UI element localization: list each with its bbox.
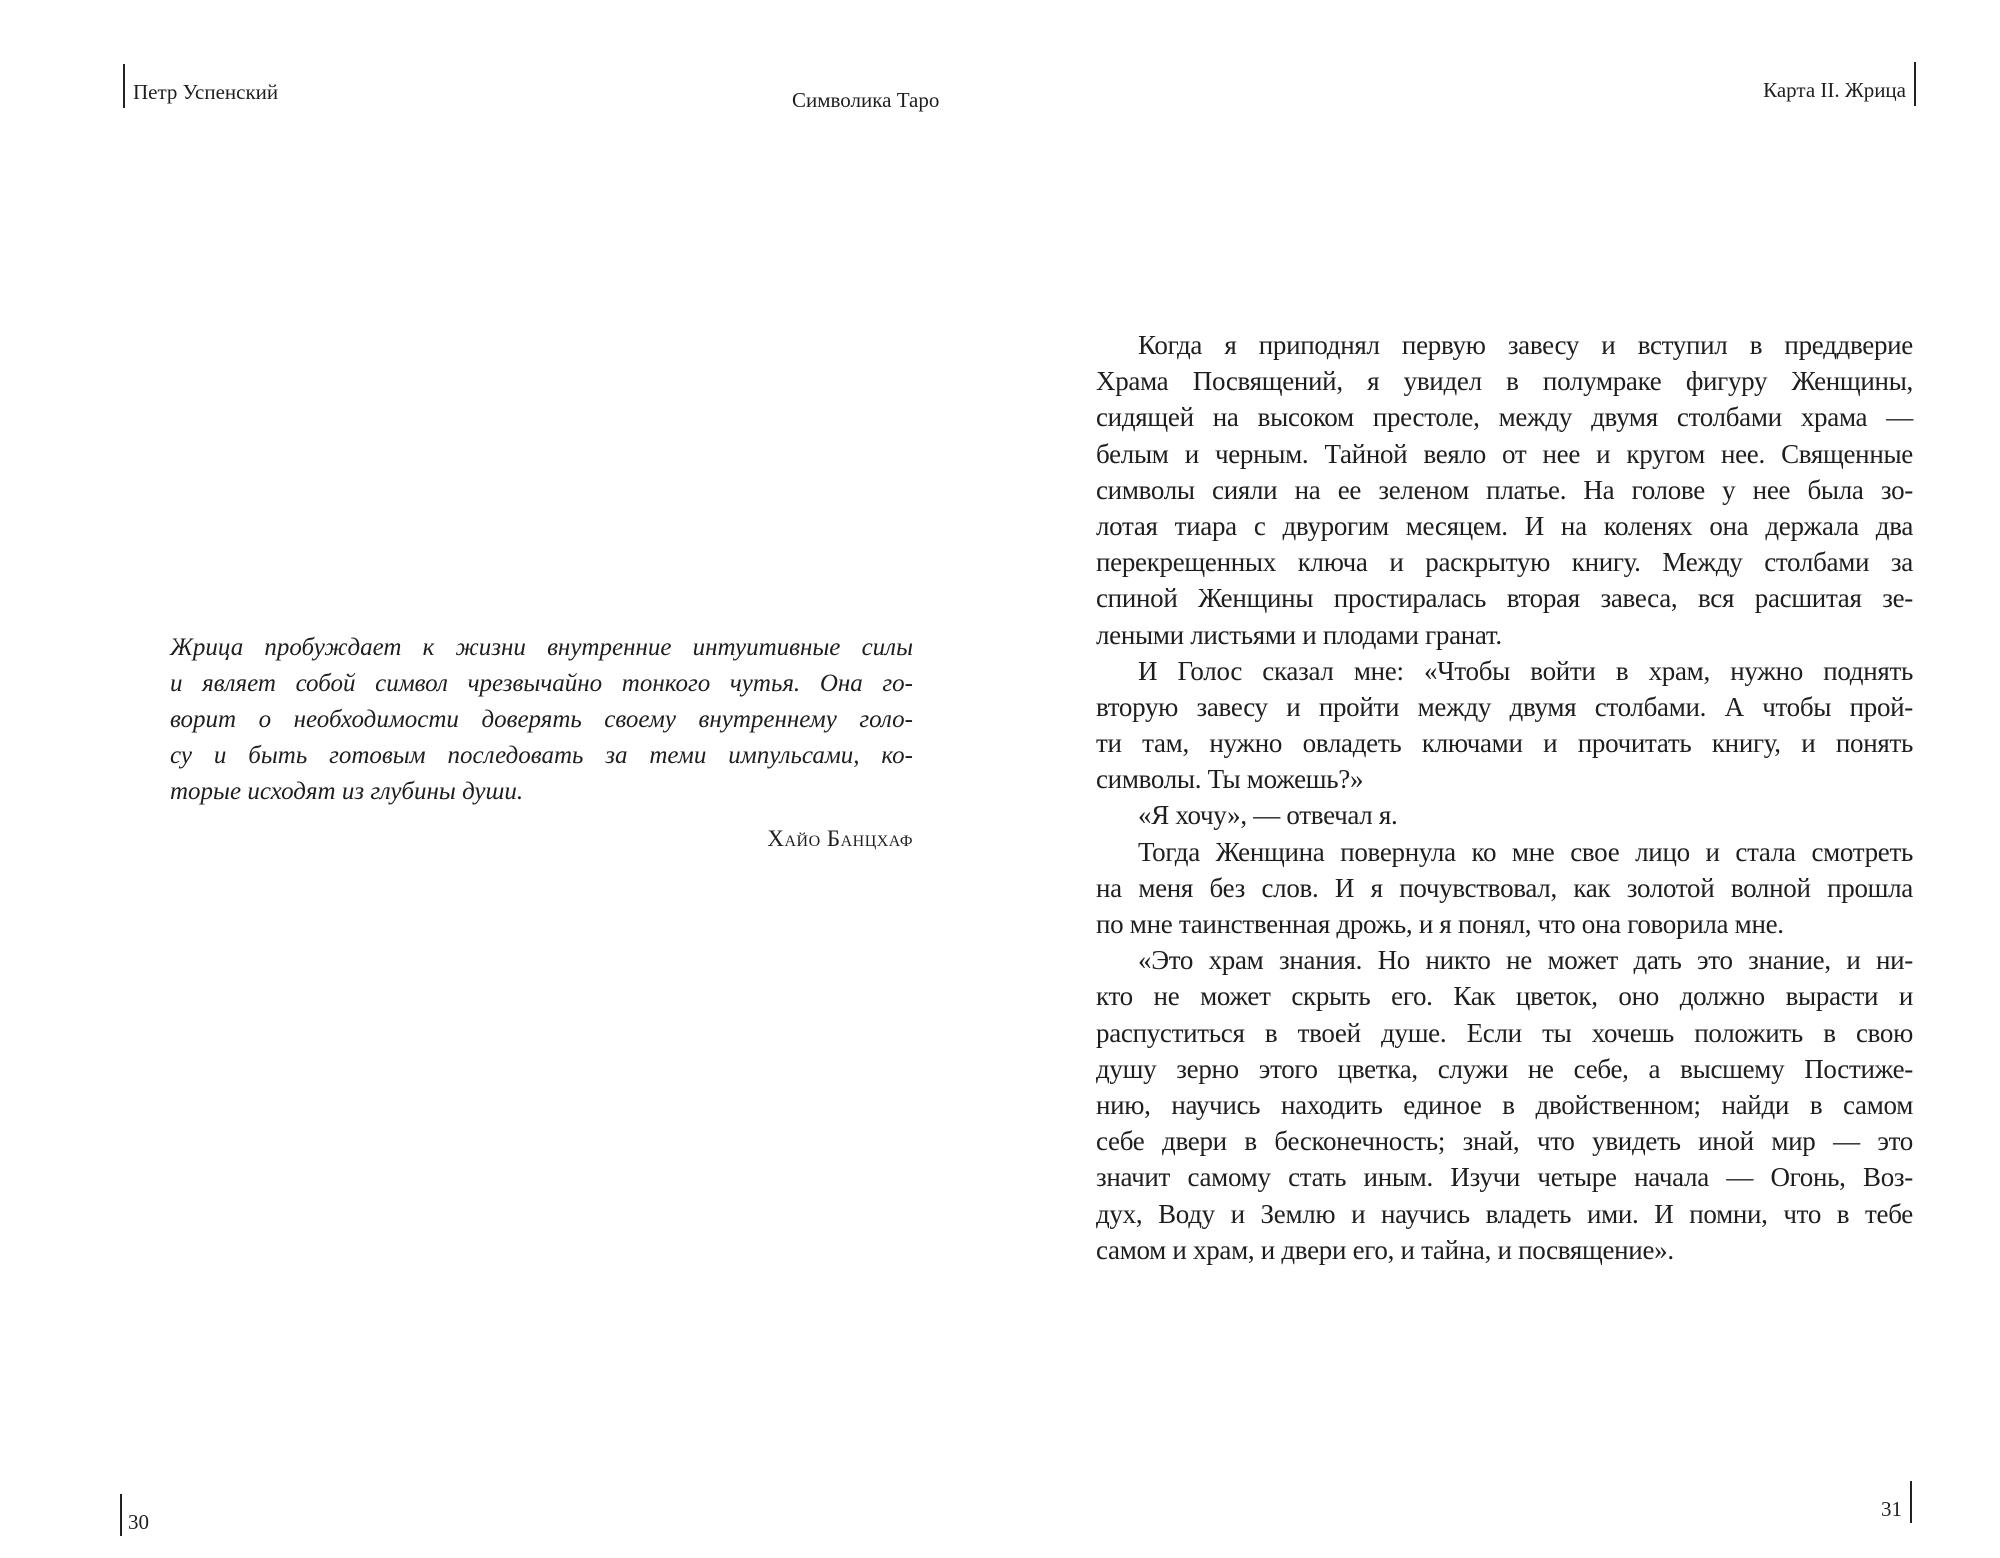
epigraph (170, 630, 913, 810)
text-line: дух, Воду и Землю и научись владеть ими. И помни, что в тебе (1096, 1198, 1913, 1229)
text-line: лотая тиара с двурогим месяцем. И на коленях она держала два (1096, 510, 1913, 541)
running-head-chapter: Карта II. Жрица (1763, 78, 1906, 102)
footer-left-rule (120, 1494, 122, 1536)
text-line: вторую завесу и пройти между двумя столбами. А чтобы прой- (1096, 691, 1913, 722)
text-line: И Голос сказал мне: «Чтобы войти в храм, нужно поднять (1138, 655, 1913, 686)
page-number-left: 30 (128, 1510, 149, 1534)
text-line: нию, научись находить единое в двойственном; найди в самом (1096, 1089, 1913, 1120)
epigraph-attribution: Хайо Банцхаф (767, 826, 913, 851)
paragraph (1096, 653, 1913, 798)
text-line: сидящей на высоком престоле, между двумя столбами храма — (1096, 402, 1913, 433)
main-text (1096, 327, 1913, 1268)
epigraph-line: Жрица пробуждает к жизни внутренние интуитивные силы (170, 634, 913, 661)
text-line: на меня без слов. И я почувствовал, как золотой волной прошла (1096, 872, 1913, 903)
running-head-author: Петр Успенский (133, 80, 279, 104)
running-head-book-title: Символика Таро (792, 88, 940, 112)
text-line: белым и черным. Тайной веяло от нее и кругом нее. Священные (1096, 438, 1913, 469)
paragraph (1096, 834, 1913, 943)
epigraph-line: су и быть готовым последовать за теми импульсами, ко- (170, 742, 913, 769)
paragraph (1096, 327, 1913, 653)
text-line: «Я хочу», — отвечал я. (1138, 800, 1398, 831)
epigraph-line: торые исходят из глубины души. (170, 778, 524, 805)
text-line: перекрещенных ключа и раскрытую книгу. Между столбами за (1096, 547, 1913, 578)
text-line: леными листьями и плодами гранат. (1096, 619, 1502, 650)
text-line: душу зерно этого цветка, служи не себе, а высшему Постиже- (1096, 1053, 1913, 1084)
text-line: Тогда Женщина повернула ко мне свое лицо и стала смотреть (1138, 836, 1913, 867)
header-right-rule (1914, 62, 1916, 106)
text-line: Когда я приподнял первую завесу и вступил в преддверие (1138, 330, 1913, 360)
epigraph-line: и являет собой символ чрезвычайно тонкого чутья. Она го- (170, 670, 913, 697)
paragraph (1096, 942, 1913, 1268)
text-line: «Это храм знания. Но никто не может дать это знание, и ни- (1138, 945, 1913, 976)
text-line: самом и храм, и двери его, и тайна, и посвящение». (1096, 1234, 1674, 1265)
header-left-rule (123, 64, 125, 108)
text-line: ти там, нужно овладеть ключами и прочитать книгу, и понять (1096, 728, 1913, 759)
epigraph-line: ворит о необходимости доверять своему внутреннему голо- (170, 706, 913, 733)
text-line: себе двери в бесконечность; знай, что увидеть иной мир — это (1096, 1126, 1913, 1157)
text-line: значит самому стать иным. Изучи четыре начала — Огонь, Воз- (1096, 1162, 1913, 1193)
text-line: спиной Женщины простиралась вторая завеса, вся расшитая зе- (1096, 583, 1913, 614)
text-line: символы сияли на ее зеленом платье. На голове у нее была зо- (1096, 474, 1913, 505)
text-line: по мне таинственная дрожь, и я понял, что она говорила мне. (1096, 909, 1784, 939)
paragraph (1096, 797, 1913, 833)
text-line: кто не может скрыть его. Как цветок, оно должно вырасти и (1096, 981, 1913, 1012)
text-line: символы. Ты можешь?» (1096, 764, 1364, 795)
text-line: распуститься в твоей душе. Если ты хочешь положить в свою (1096, 1017, 1913, 1048)
footer-right-rule (1910, 1481, 1912, 1523)
text-line: Храма Посвящений, я увидел в полумраке фигуру Женщины, (1096, 366, 1913, 397)
page-number-right: 31 (1881, 1497, 1902, 1521)
